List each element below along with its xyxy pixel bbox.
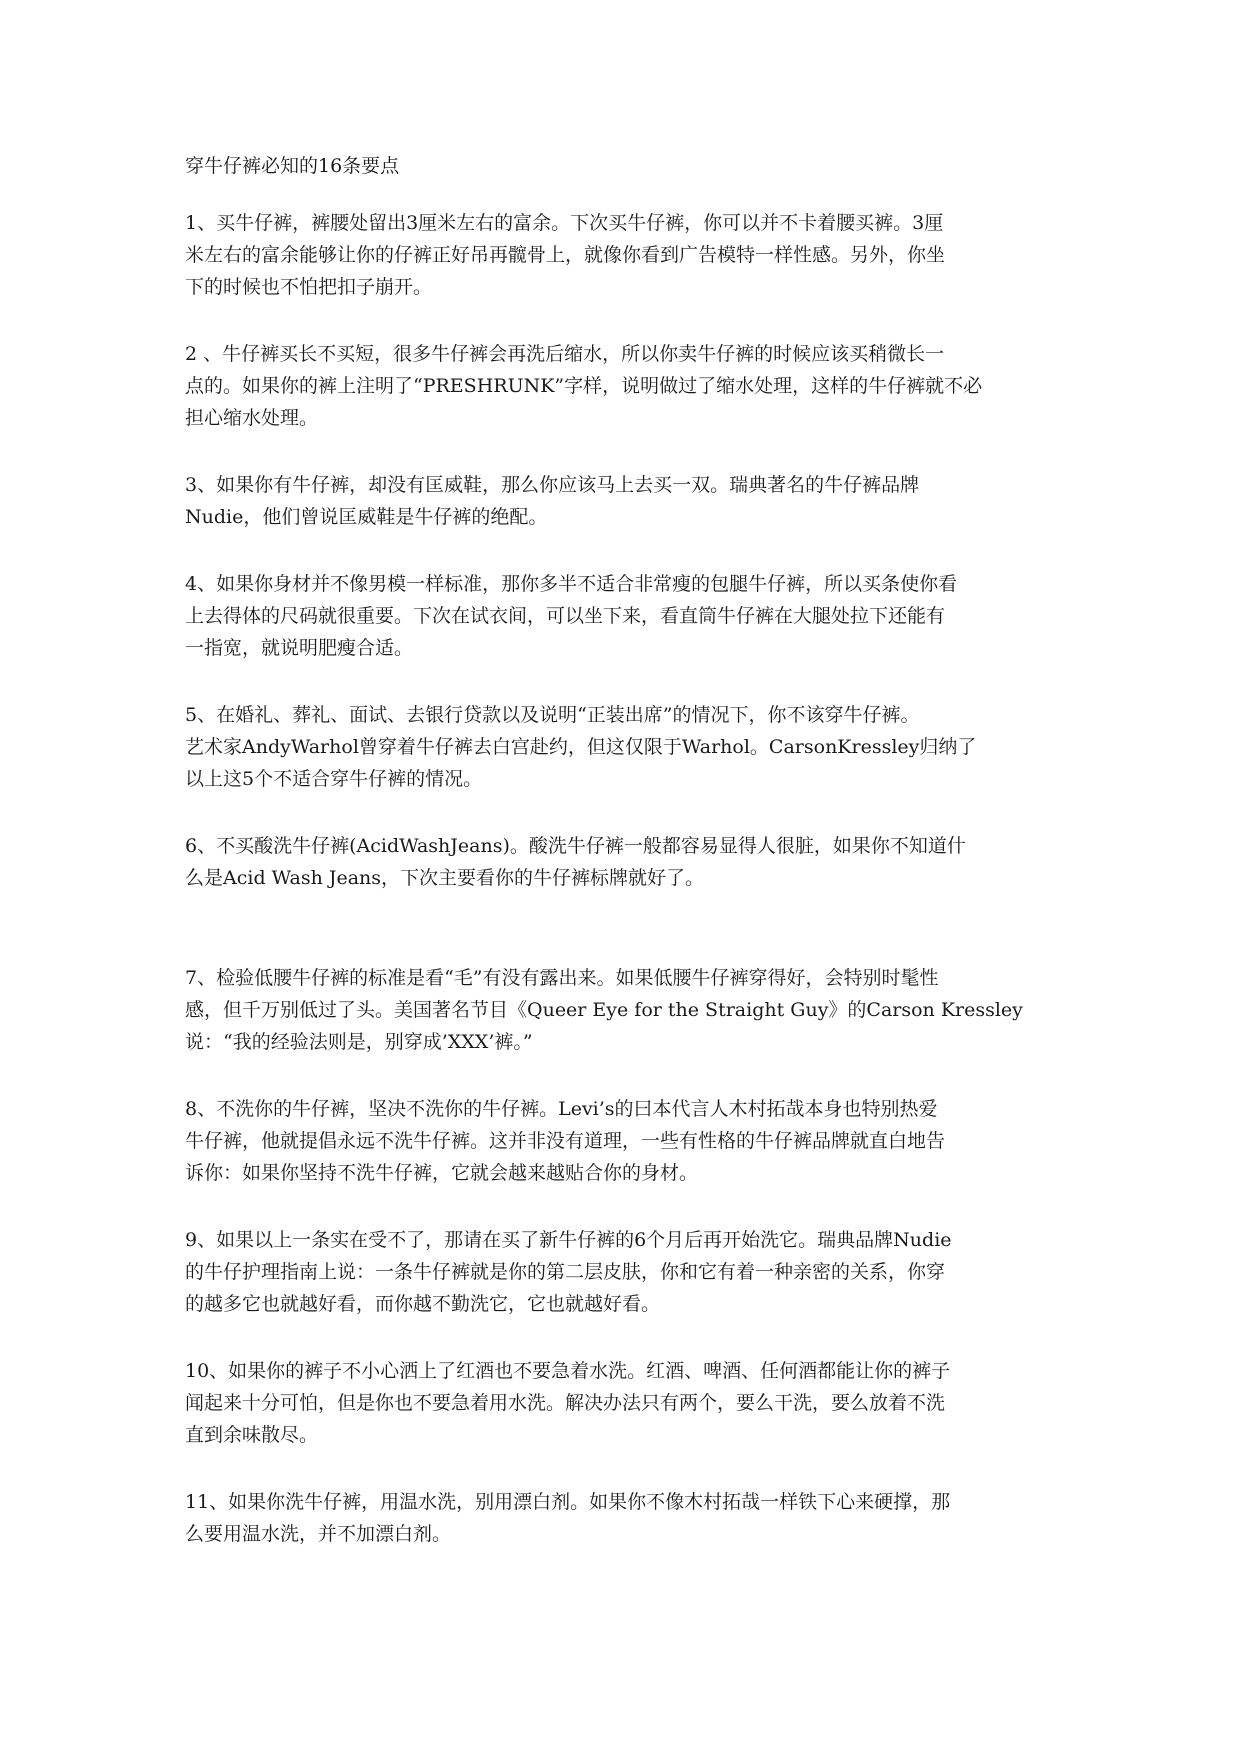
paragraph-line: 7、检验低腰牛仔裤的标准是看“毛”有没有露出来。如果低腰牛仔裤穿得好，会特别时髦性	[185, 967, 939, 989]
paragraph-line: 担心缩水处理。	[185, 407, 319, 429]
paragraph-line: 说：“我的经验法则是，别穿成’XXX’裤。”	[185, 1031, 533, 1053]
paragraph-1	[185, 207, 1085, 303]
paragraph-line: 么是Acid Wash Jeans，下次主要看你的牛仔裤标牌就好了。	[185, 867, 705, 889]
paragraph-9	[185, 1224, 1085, 1320]
paragraph-line: 的牛仔护理指南上说：一条牛仔裤就是你的第二层皮肤，你和它有着一种亲密的关系，你穿	[185, 1261, 946, 1283]
paragraph-line: 上去得体的尺码就很重要。下次在试衣间，可以坐下来，看直筒牛仔裤在大腿处拉下还能有	[185, 605, 946, 627]
paragraph-line: 以上这5个不适合穿牛仔裤的情况。	[185, 768, 483, 790]
paragraph-line: 5、在婚礼、葬礼、面试、去银行贷款以及说明“正装出席”的情况下，你不该穿牛仔裤。	[185, 704, 920, 726]
paragraph-10	[185, 1355, 1085, 1451]
paragraph-line: 6、不买酸洗牛仔裤(AcidWashJeans)。酸洗牛仔裤一般都容易显得人很脏，如果你不知道什	[185, 835, 966, 857]
document-body	[185, 150, 1085, 1585]
paragraph-line: 点的。如果你的裤上注明了“PRESHRUNK”字样，说明做过了缩水处理，这样的牛仔裤就不必	[185, 375, 983, 397]
paragraph-line: 9、如果以上一条实在受不了，那请在买了新牛仔裤的6个月后再开始洗它。瑞典品牌Nudie	[185, 1229, 952, 1251]
paragraph-line: 闻起来十分可怕，但是你也不要急着用水洗。解决办法只有两个，要么干洗，要么放着不洗	[185, 1392, 946, 1414]
document-title: 穿牛仔裤必知的16条要点	[185, 155, 400, 177]
paragraph-line: 艺术家AndyWarhol曾穿着牛仔裤去白宫赴约，但这仅限于Warhol。CarsonKressley归纳了	[185, 736, 977, 758]
paragraph-line: Nudie，他们曾说匡威鞋是牛仔裤的绝配。	[185, 506, 548, 528]
paragraph-line: 3、如果你有牛仔裤，却没有匡威鞋，那么你应该马上去买一双。瑞典著名的牛仔裤品牌	[185, 474, 920, 496]
paragraph-line: 直到余味散尽。	[185, 1424, 319, 1446]
paragraph-5	[185, 699, 1085, 795]
paragraph-line: 11、如果你洗牛仔裤，用温水洗，别用漂白剂。如果你不像木村拓哉一样铁下心来硬撑，那	[185, 1491, 951, 1513]
paragraph-2	[185, 338, 1085, 434]
paragraph-line: 10、如果你的裤子不小心洒上了红酒也不要急着水洗。红酒、啤酒、任何酒都能让你的裤子	[185, 1360, 951, 1382]
paragraph-line: 米左右的富余能够让你的仔裤正好吊再髋骨上，就像你看到广告模特一样性感。另外，你坐	[185, 244, 946, 266]
paragraph-4	[185, 568, 1085, 664]
paragraph-line: 感，但千万别低过了头。美国著名节目《Queer Eye for the Straight Guy》的Carson Kressley	[185, 999, 1023, 1021]
paragraph-line: 下的时候也不怕把扣子崩开。	[185, 276, 433, 298]
paragraph-6	[185, 830, 1085, 894]
paragraph-3	[185, 469, 1085, 533]
paragraph-line: 么要用温水洗，并不加漂白剂。	[185, 1523, 452, 1545]
paragraph-7	[185, 962, 1085, 1058]
paragraph-line: 4、如果你身材并不像男模一样标准，那你多半不适合非常瘦的包腿牛仔裤，所以买条使你看	[185, 573, 958, 595]
paragraph-8	[185, 1093, 1085, 1189]
paragraph-11	[185, 1486, 1085, 1550]
paragraph-line: 2 、牛仔裤买长不买短，很多牛仔裤会再洗后缩水，所以你卖牛仔裤的时候应该买稍微长一	[185, 343, 945, 365]
paragraph-line: 1、买牛仔裤，裤腰处留出3厘米左右的富余。下次买牛仔裤，你可以并不卡着腰买裤。3厘	[185, 212, 944, 234]
paragraph-line: 的越多它也就越好看，而你越不勤洗它，它也就越好看。	[185, 1293, 661, 1315]
paragraph-line: 牛仔裤，他就提倡永远不洗牛仔裤。这并非没有道理，一些有性格的牛仔裤品牌就直白地告	[185, 1130, 946, 1152]
paragraph-line: 诉你：如果你坚持不洗牛仔裤，它就会越来越贴合你的身材。	[185, 1162, 699, 1184]
paragraph-line: 一指宽，就说明肥瘦合适。	[185, 637, 414, 659]
paragraph-line: 8、不洗你的牛仔裤，坚决不洗你的牛仔裤。Levi’s的曰本代言人木村拓哉本身也特别热爱	[185, 1098, 938, 1120]
